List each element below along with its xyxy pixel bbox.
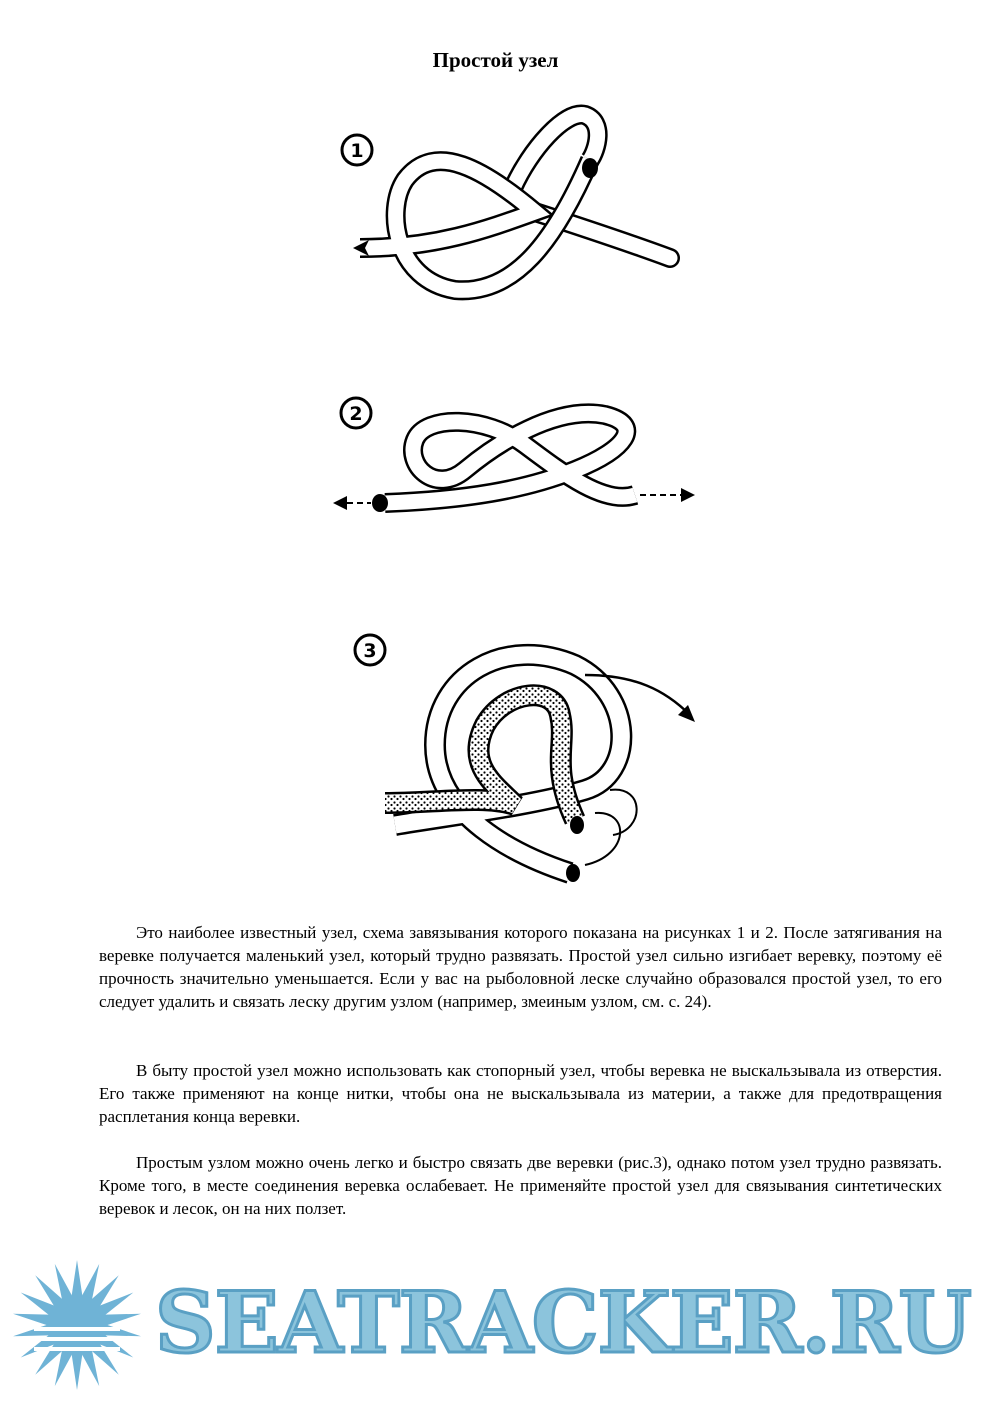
page-title: Простой узел <box>432 48 559 72</box>
knot-diagram-2 <box>325 385 705 535</box>
site-logo <box>0 1255 991 1395</box>
knot-diagram-3 <box>345 615 705 895</box>
paragraph-2-text: В быту простой узел можно использовать как стопорный узел, чтобы веревка не выскальзывала из отверстия. Его также применяют на конце нитки, чтобы она не выскальзывала из материи, а также для предотвращения расплетания конца веревки. <box>99 1061 942 1126</box>
figure-1-label: 1 <box>350 140 364 162</box>
figure-3-label: 3 <box>363 640 377 662</box>
paragraph-1-text: Это наиболее известный узел, схема завязывания которого показана на рисунках 1 и 2. После затягивания на веревке получается маленький узел, который трудно развязать. Простой узел сильно изгибает веревку, поэтому её прочность значительно уменьшается. Если у вас на рыболовной леске случайно образовался простой узел, то его следует удалить и связать леску другим узлом (например, змеиным узлом, см. с. 24). <box>99 923 942 1011</box>
paragraph-1 <box>99 921 942 1013</box>
knot-diagram-1 <box>335 100 695 310</box>
figure-2-label: 2 <box>349 403 363 425</box>
paragraph-2 <box>99 1059 942 1128</box>
figure-1-knot-loose <box>335 100 695 310</box>
paragraph-3-text: Простым узлом можно очень легко и быстро связать две веревки (рис.3), однако потом узел трудно развязать. Кроме того, в месте соединения веревка ослабевает. Не применяйте простой узел для связывания синтетических веревок и лесок, он на них ползет. <box>99 1153 942 1218</box>
figure-3-two-ropes-joined <box>345 615 705 895</box>
paragraph-3 <box>99 1151 942 1220</box>
figure-2-knot-tightening <box>325 385 705 535</box>
logo-wordmark: SEATRACKER.RU <box>155 1273 971 1372</box>
sun-over-sea-icon <box>4 1255 150 1395</box>
